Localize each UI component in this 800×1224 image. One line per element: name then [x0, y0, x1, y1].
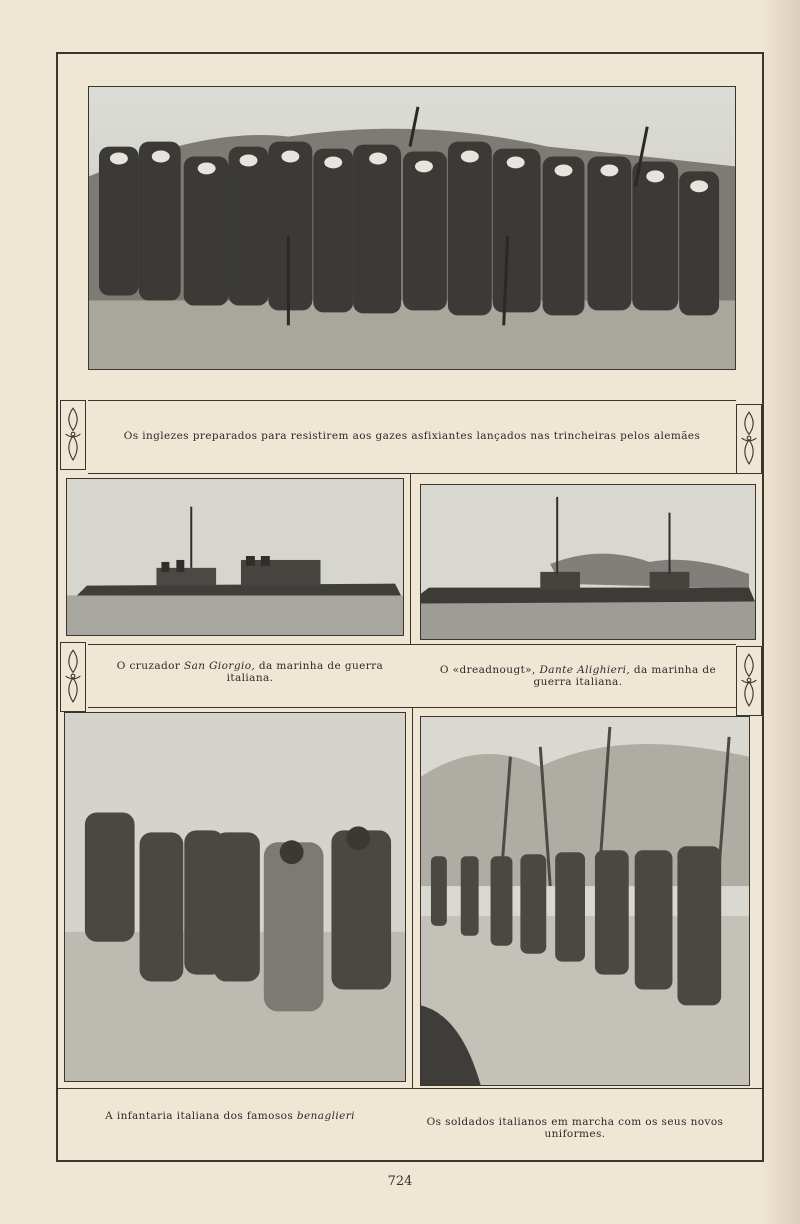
photo-cruiser-san-giorgio: [66, 478, 404, 636]
floral-ornament-left-middle: [60, 642, 86, 712]
page-edge-shadow: [760, 0, 800, 1224]
floral-ornament-left-top: [60, 400, 86, 470]
caption-bersaglieri: A infantaria italiana dos famosos benaglieri: [105, 1110, 355, 1122]
divider-ships: [410, 474, 411, 644]
floral-ornament-right-top: [736, 404, 762, 474]
photo-bersaglieri-infantry: [64, 712, 406, 1082]
divider-bottom-photos: [412, 708, 413, 1088]
caption-gas-masks: Os inglezes preparados para resistirem aos gazes asfixiantes lançados nas trincheiras pelos alemães: [123, 430, 701, 442]
caption-marching-soldiers: Os soldados italianos em marcha com os seus novos uniformes.: [426, 1116, 724, 1140]
floral-ornament-right-middle: [736, 646, 762, 716]
photo-dreadnought-dante-alighieri: [420, 484, 756, 640]
page-number: 724: [387, 1174, 413, 1189]
photo-soldiers-gas-masks: [88, 86, 736, 370]
caption-dante-alighieri: O «dreadnougt», Dante Alighieri, da marinha de guerra italiana.: [439, 664, 717, 688]
caption-row-bottom: [56, 1088, 764, 1089]
caption-san-giorgio: O cruzador San Giorgio, da marinha de guerra italiana.: [116, 660, 384, 684]
photo-soldiers-marching: [420, 716, 750, 1086]
